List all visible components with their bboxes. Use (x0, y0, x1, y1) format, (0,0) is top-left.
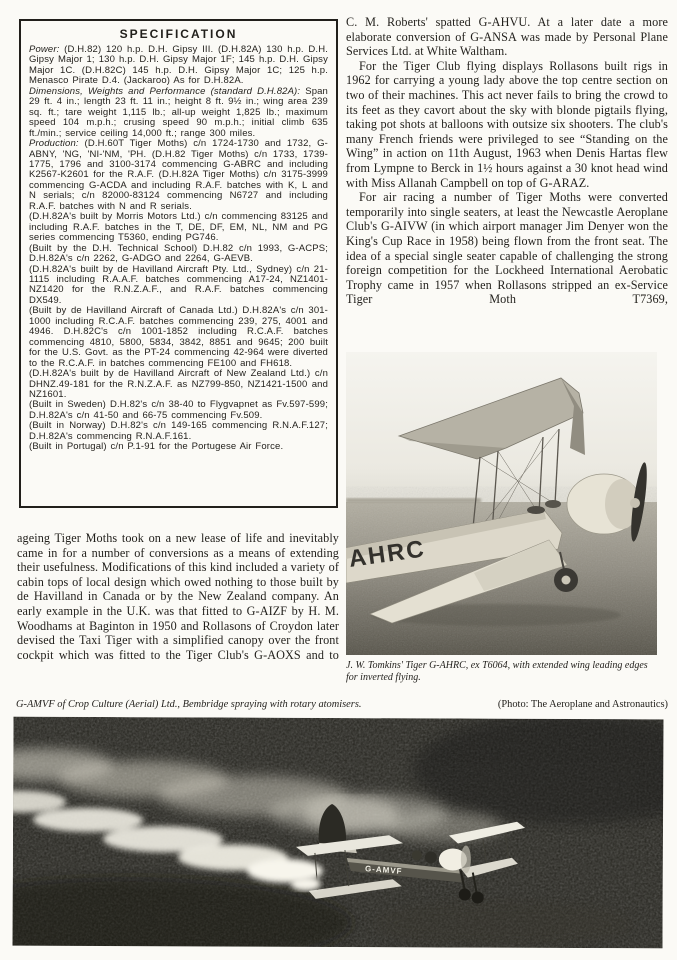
front-cockpit (545, 500, 561, 508)
specification-box (19, 19, 338, 508)
right-text-column (346, 15, 668, 352)
tiger-ground-photo-art (346, 352, 657, 655)
spec-paragraph-sweden: (Built in Sweden) D.H.82's c/n 38-40 to Flygvapnet as Fv.597-599; D.H.82A's c/n 41-50 and 66-75 commencing Fv.509. (29, 399, 328, 421)
spec-paragraph-dimensions: Dimensions, Weights and Performance (standard D.H.82A): Span 29 ft. 4 in.; length 23 ft. 11 in.; height 8 ft. 9½ in.; wing area 239 sq. ft.; tare weight 1,115 lb.; all-up weight 1,825 lb.; maximum speed 104 m.p.h.; crusing speed 90 m.p.h.; initial climb 635 ft./min.; service ceiling 14,000 ft.; range 300 miles. (29, 85, 328, 139)
spec-paragraph-power: Power: (D.H.82) 120 h.p. D.H. Gipsy III. (D.H.82A) 130 h.p. D.H. Gipsy Major 1; 130 h.p. D.H. Gipsy Major 1F; 145 h.p. D.H. Gipsy Major 1C. (D.H.82C) 145 h.p. D.H. Gipsy Major 1C; 125 h.p. Menasco Pirate D.4. (Jackaroo) As for D.H.82A. (29, 44, 328, 87)
body-paragraph: ageing Tiger Moths took on a new lease of life and inevitably came in for a number of conversions as a means of extending their usefulness. Modifications of this kind included a variety of cabin tops of local design which owed nothing to those built by de Havilland in Canada or by the New Zealand company. An early example in the U.K. was that fitted to G-AIZF by H. M. Woodhams at Baginton in 1950 and Rollasons of Croydon later devised the Taxi Tiger with a simplified canopy over the front cockpit which was fitted to the Tiger Club's G-AOXS and to (17, 531, 339, 662)
wheel (472, 892, 484, 904)
tiger-registration-text: AHRC (347, 535, 428, 573)
spray-aerial-photo (13, 717, 664, 949)
spec-paragraph-australia: (D.H.82A's built by de Havilland Aircraft Pty. Ltd., Sydney) c/n 21-1115 including R.A.A.F. batches commencing A17-24, NZ1401-NZ1420 for the R.N.Z.A.F., and R.A.F. batches commencing DX549. (29, 263, 328, 306)
spray-aerial-photo-art (13, 717, 664, 949)
rear-cockpit (527, 506, 545, 514)
spec-paragraph-morris: (D.H.82A's built by Morris Motors Ltd.) c/n commencing 83125 and including R.A.F. batches in the T, DE, DF, EM, NL, NM and PG series commencing T5360, ending PG746. (29, 211, 328, 244)
rear-cockpit (425, 851, 437, 863)
spray-photo-caption: G-AMVF of Crop Culture (Aerial) Ltd., Bembridge spraying with rotary atomisers. (16, 699, 362, 710)
wheel-hub (562, 576, 571, 585)
spec-paragraph-production: Production: (D.H.60T Tiger Moths) c/n 1724-1730 and 1732, G-ABNY, 'NG, 'NI-'NM, 'PH. (D.H.82 Tiger Moths) c/n 1733, 1739-1775, 1796 and 3100-3174 commencing G-ABRC and including K2567-K2601 for the R.A.F. (D.H.82A Tiger Moths) c/n 3175-3999 commencing G-ACDA and including R.A.F. batches with K, L and N serials; c/n 82000-83124 commencing N6727 and including R.A.F. batches with N and R serials. (29, 138, 328, 212)
spec-paragraph-technical-school: (Built by the D.H. Technical School) D.H.82 c/n 1993, G-ACPS; D.H.82A's c/n 2262, G-ADGO and 2264, G-AEVB. (29, 242, 328, 265)
spec-paragraph-canada: (Built by de Havilland Aircraft of Canada Ltd.) D.H.82A's c/n 301-1000 including R.C.A.F. batches commencing 239, 275, 4001 and 4946. D.H.82C's c/n 1001-1852 including R.C.A.F. batches commencing 4810, 5800, 5834, 3842, 8851 and 9645; 200 built for the U.S. Govt. as the PT-24 commencing 42-964 were diverted to the R.C.A.F. in batches commencing FE100 and FH618. (29, 305, 328, 369)
tiger-ground-photo (346, 352, 657, 655)
spec-paragraph-portugal: (Built in Portugal) c/n P.1-91 for the Portugese Air Force. (29, 441, 284, 453)
spray-photo-caption-row (16, 699, 668, 711)
body-paragraph: For the Tiger Club flying displays Rollasons built rigs in 1962 for carrying a young lady above the top centre section on two of their machines. This act never fails to bring the crowd to its feet as they cavort about the sky with blonde pigtails flying, taking pot shots at balloons with outsize six shooters. The club's many French friends were privileged to see “Standing on the Wing” in action on 11th August, 1963 when Denis Hartas flew from Lympne to Berck in 1½ hours against a 30 knot head wind with Miss Allanah Campbell on top of G-ARAZ. (346, 58, 668, 190)
front-cockpit (412, 850, 422, 860)
propeller-spinner (630, 498, 640, 508)
specification-title: SPECIFICATION (119, 27, 238, 41)
tiger-photo-caption: J. W. Tomkins' Tiger G-AHRC, ex T6064, with extended wing leading edges for inverted flying. (346, 660, 648, 683)
distant-hedgerow (346, 498, 481, 503)
spray-photo-credit: (Photo: The Aeroplane and Astronautics) (497, 699, 668, 710)
body-paragraph: For air racing a number of Tiger Moths were converted temporarily into single seaters, at least the Newcastle Aeroplane Club's G-AIVW (in which airport manager Jim Denyer won the King's Cup Race in 1958) being flown from the front seat. The idea of a special single seater capable of challenging the strong foreign competition for the Lockheed International Aerobatic Trophy came in 1957 when Rollasons stripped an ex-Service Tiger Moth T7369, (346, 190, 668, 307)
spec-paragraph-new-zealand: (D.H.82A's built by de Havilland Aircraft of New Zealand Ltd.) c/n DHNZ.49-181 for the R.N.Z.A.F. as NZ799-850, NZ1421-1500 and NZ1601. (29, 368, 328, 400)
spray-nozzle-puff (291, 877, 321, 891)
body-paragraph: C. M. Roberts' spatted G-AHVU. At a later date a more elaborate conversion of G-ANSA was made by Personal Plane Services Ltd. at White Waltham. (346, 15, 668, 59)
left-text-column (17, 531, 339, 693)
spec-paragraph-norway: (Built in Norway) D.H.82's c/n 149-165 commencing R.N.A.F.127; D.H.82A's commencing R.N.A.F.161. (29, 420, 328, 442)
spray-registration-text: G-AMVF (364, 864, 403, 876)
wheel (459, 889, 471, 901)
